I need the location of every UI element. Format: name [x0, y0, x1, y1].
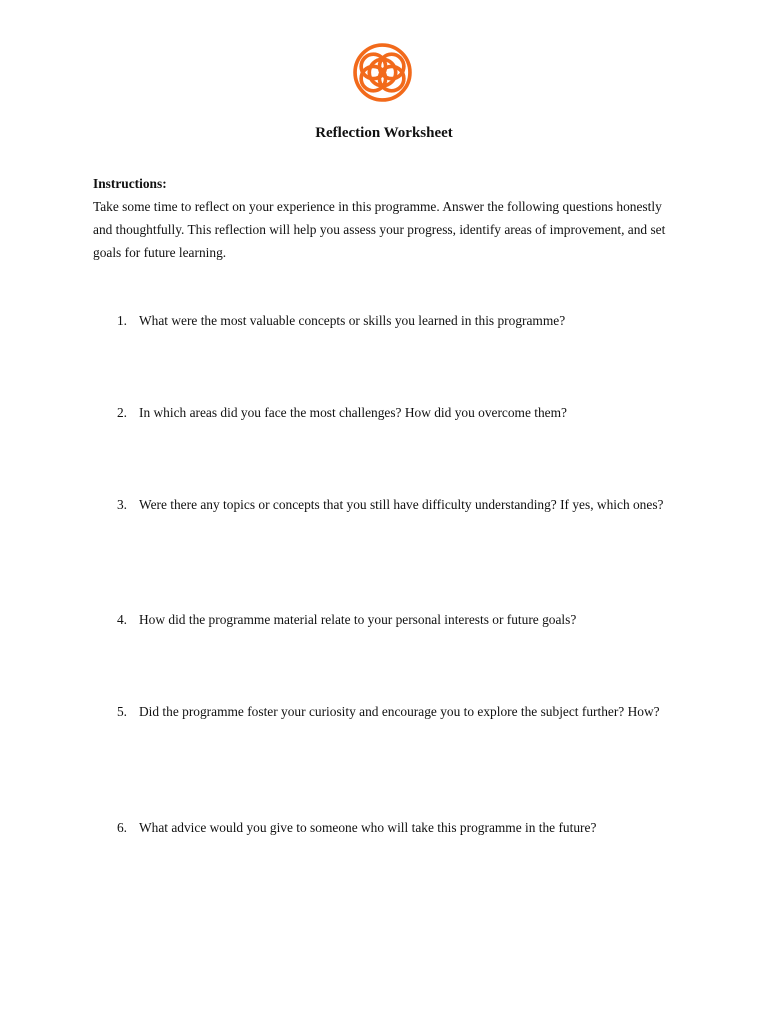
question-text: In which areas did you face the most challenges? How did you overcome them? [139, 405, 567, 420]
question-number: 5. [116, 704, 127, 719]
question-number: 1. [116, 313, 127, 328]
instructions-heading: Instructions: [93, 176, 167, 191]
question-text: Did the programme foster your curiosity and encourage you to explore the subject further? How? [139, 704, 660, 719]
ring-logo-icon [352, 42, 413, 103]
question-item [93, 309, 683, 332]
question-number: 3. [116, 497, 127, 512]
question-item [93, 608, 683, 631]
question-item [93, 493, 683, 516]
question-text: Were there any topics or concepts that you still have difficulty understanding? If yes, which ones? [139, 497, 664, 512]
question-text: What advice would you give to someone who will take this programme in the future? [139, 820, 597, 835]
instructions-section [93, 172, 683, 264]
question-item [93, 700, 683, 723]
question-number: 2. [116, 405, 127, 420]
question-item [93, 401, 683, 424]
question-number: 4. [116, 612, 127, 627]
instructions-text: Take some time to reflect on your experience in this programme. Answer the following questions honestly and thoughtfully. This reflection will help you assess your progress, identify areas of improvement, and set goals for future learning. [93, 199, 666, 260]
page-title: Reflection Worksheet [315, 125, 453, 141]
question-text: What were the most valuable concepts or skills you learned in this programme? [139, 313, 566, 328]
question-number: 6. [116, 820, 127, 835]
question-item [93, 816, 683, 839]
question-text: How did the programme material relate to your personal interests or future goals? [139, 612, 577, 627]
